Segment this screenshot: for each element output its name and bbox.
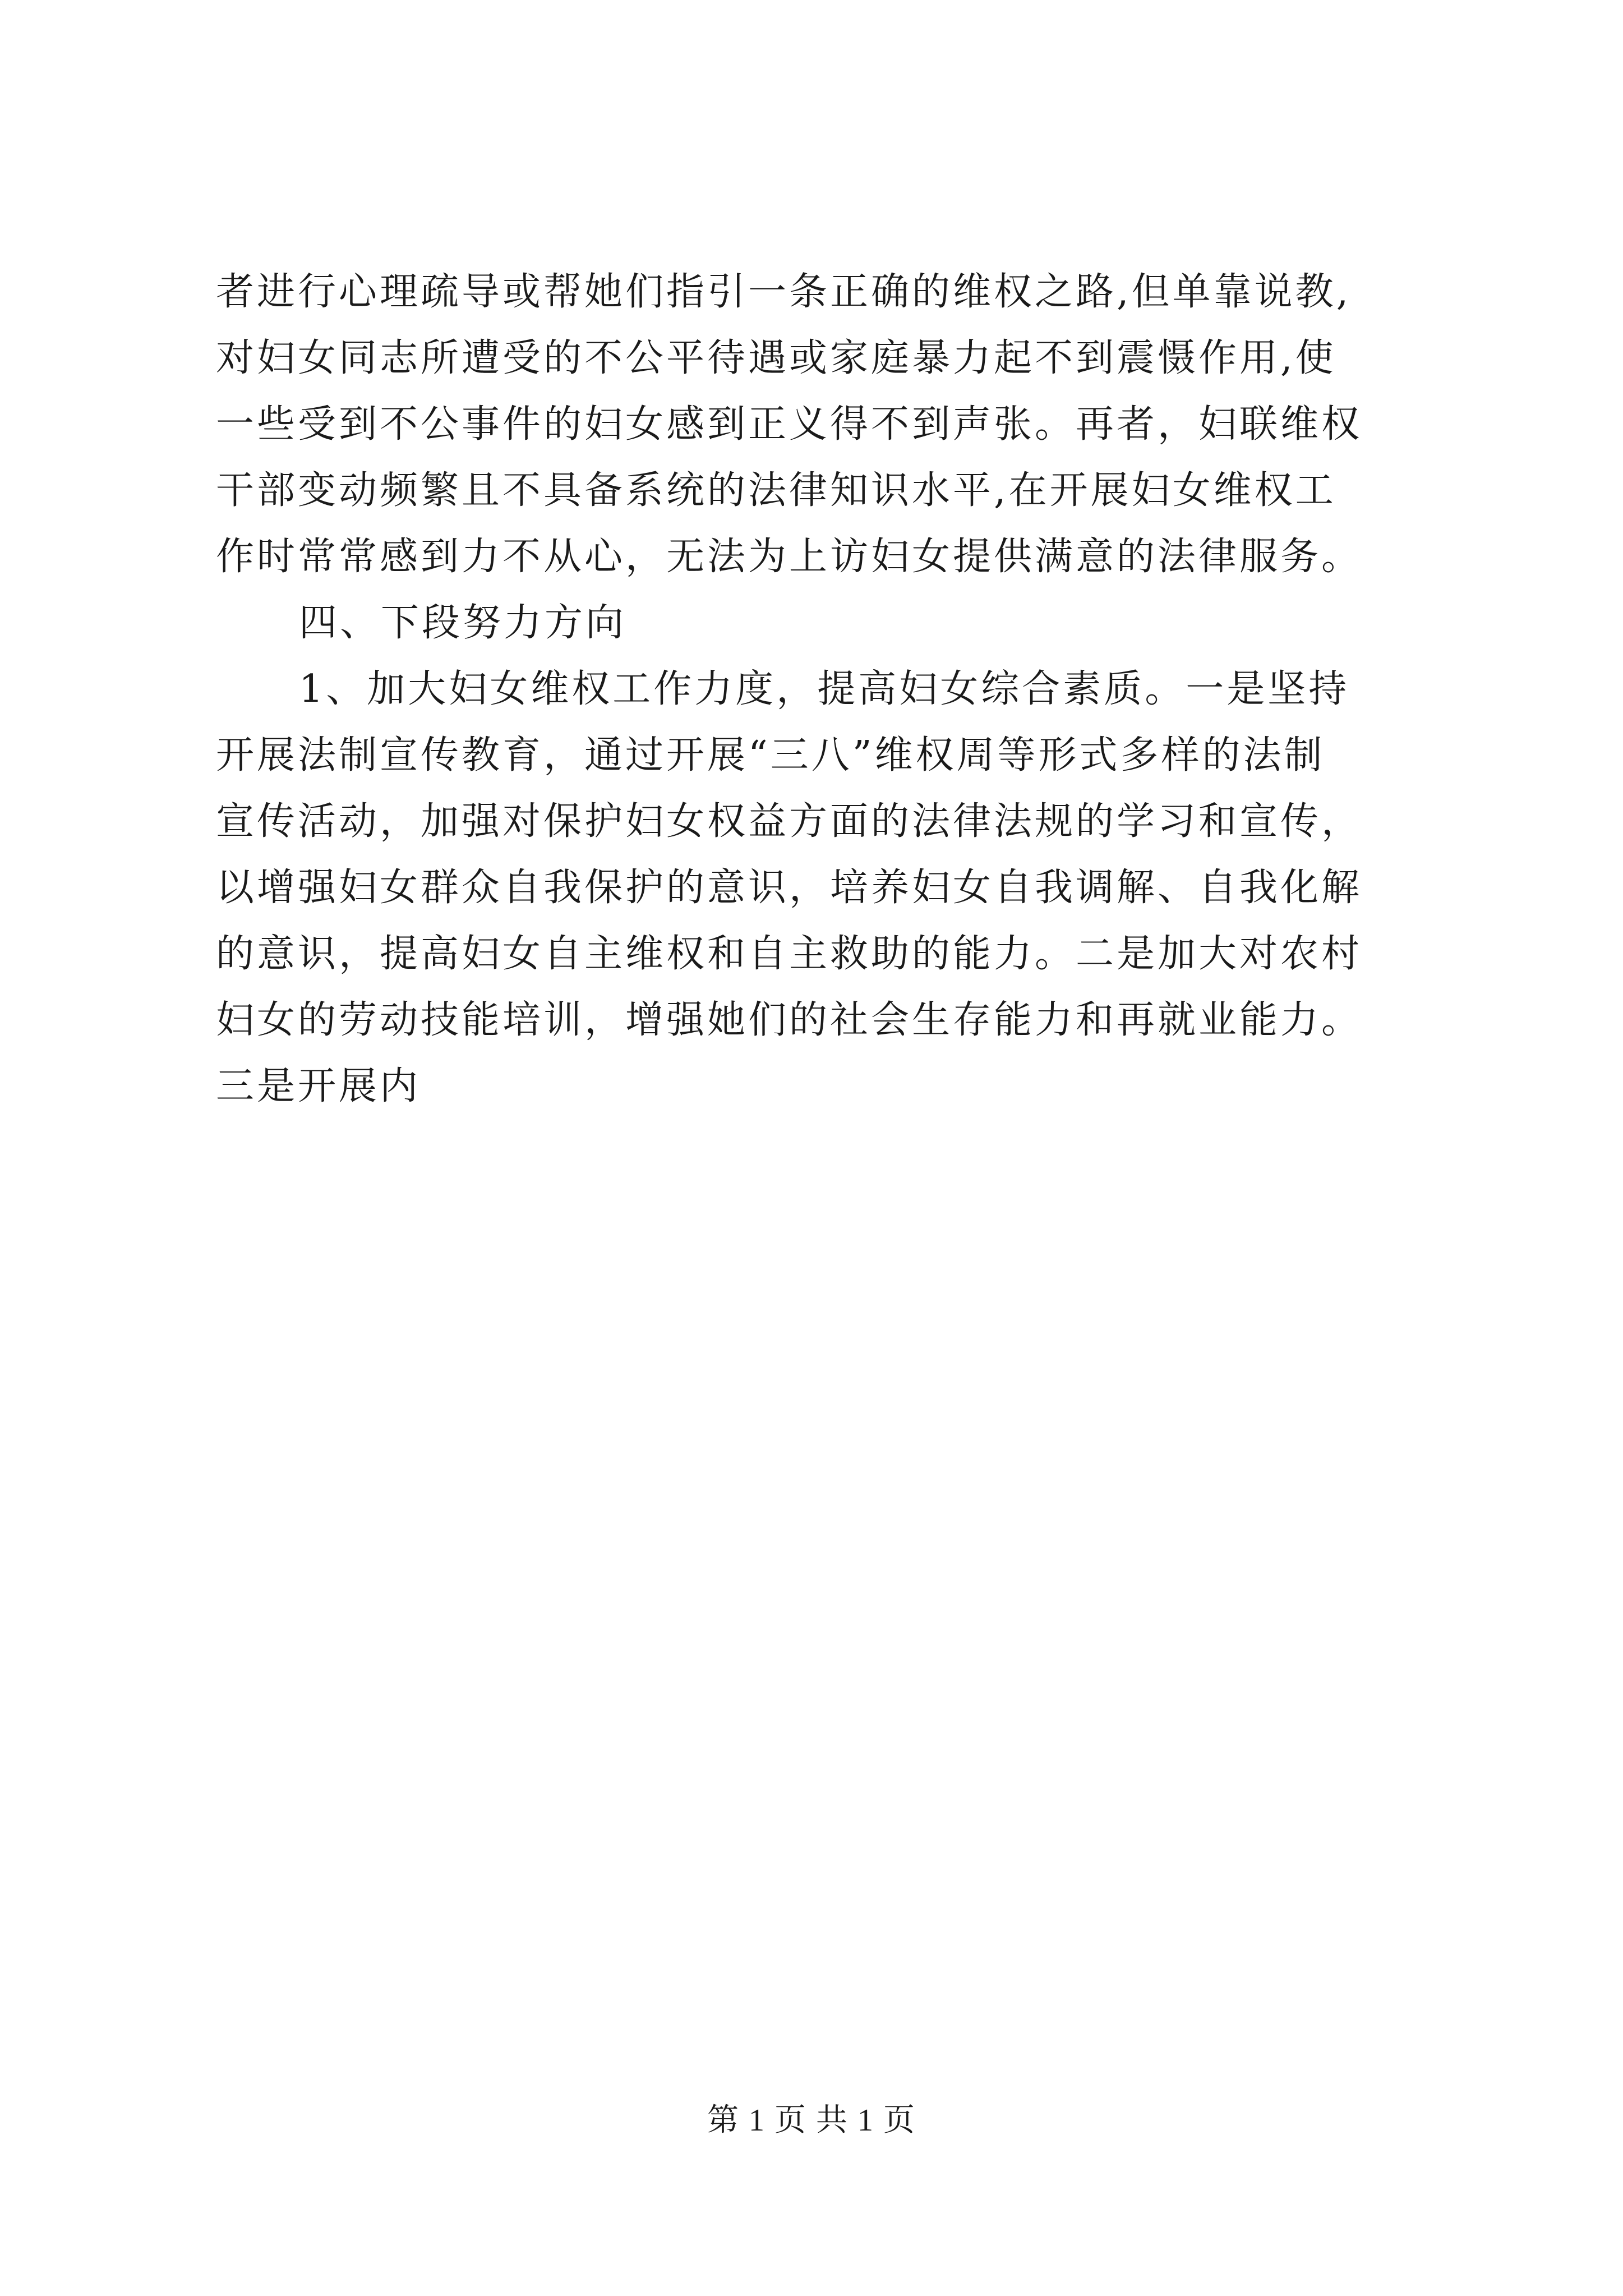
section-heading: 四、下段努力方向 bbox=[299, 601, 627, 645]
text-line: 三是开展内 bbox=[216, 1064, 421, 1108]
text-line: 妇女的劳动技能培训，增强她们的社会生存能力和再就业能力。 bbox=[216, 998, 1363, 1042]
page-footer: 第 1 页 共 1 页 bbox=[707, 2103, 916, 2138]
text-line: 对妇女同志所遭受的不公平待遇或家庭暴力起不到震慑作用,使 bbox=[216, 336, 1336, 380]
text-line: 宣传活动，加强对保护妇女权益方面的法律法规的学习和宣传， bbox=[216, 799, 1363, 844]
text-line: 一些受到不公事件的妇女感到正义得不到声张。再者，妇联维权 bbox=[216, 402, 1363, 447]
text-line: 1、加大妇女维权工作力度，提高妇女综合素质。一是坚持 bbox=[299, 667, 1350, 711]
text-line: 者进行心理疏导或帮她们指引一条正确的维权之路,但单靠说教, bbox=[216, 270, 1352, 314]
text-line: 以增强妇女群众自我保护的意识，培养妇女自我调解、自我化解 bbox=[216, 866, 1363, 910]
text-line: 开展法制宣传教育，通过开展“三八”维权周等形式多样的法制 bbox=[216, 733, 1325, 777]
text-line: 干部变动频繁且不具备系统的法律知识水平,在开展妇女维权工 bbox=[216, 468, 1336, 513]
text-line: 的意识，提高妇女自主维权和自主救助的能力。二是加大对农村 bbox=[216, 932, 1363, 976]
body-text bbox=[216, 259, 1461, 1120]
text-line: 作时常常感到力不从心，无法为上访妇女提供满意的法律服务。 bbox=[216, 535, 1363, 579]
